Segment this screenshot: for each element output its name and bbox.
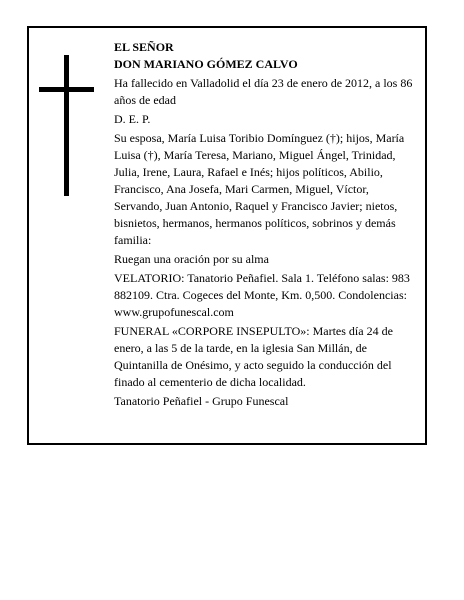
- cross-vertical-bar: [64, 55, 69, 196]
- prayer-request: Ruegan una oración por su alma: [114, 252, 269, 266]
- wake-info: VELATORIO: Tanatorio Peñafiel. Sala 1. Teléfono salas: 983 882109. Ctra. Cogeces del Monte, Km. 0,500. Condolencias: www.grupofunescal.com: [114, 271, 410, 319]
- death-statement: Ha fallecido en Valladolid el día 23 de enero de 2012, a los 86 años de edad: [114, 76, 413, 107]
- deceased-name: DON MARIANO GÓMEZ CALVO: [114, 57, 298, 71]
- cross-horizontal-bar: [39, 87, 94, 92]
- obituary-text-block: [114, 39, 420, 412]
- title-line: EL SEÑOR: [114, 40, 174, 54]
- funeral-home-signature: Tanatorio Peñafiel - Grupo Funescal: [114, 394, 289, 408]
- funeral-info: FUNERAL «CORPORE INSEPULTO»: Martes día 24 de enero, a las 5 de la tarde, en la iglesia San Millán, de Quintanilla de Onésimo, y acto seguido la conducción del finado al cementerio de dicha localidad.: [114, 324, 393, 389]
- rip-line: D. E. P.: [114, 112, 151, 126]
- family-list: Su esposa, María Luisa Toribio Domínguez (†); hijos, María Luisa (†), María Teresa, Mariano, Miguel Ángel, Trinidad, Julia, Irene, Laura, Rafael e Inés; hijos políticos, Abilio, Francisco, Ana Josefa, Mari Carmen, Miguel, Víctor, Servando, Juan Antonio, Raquel y Francisco Javier; nietos, bisnietos, hermanos, hermanos políticos, sobrinos y demás familia:: [114, 131, 405, 247]
